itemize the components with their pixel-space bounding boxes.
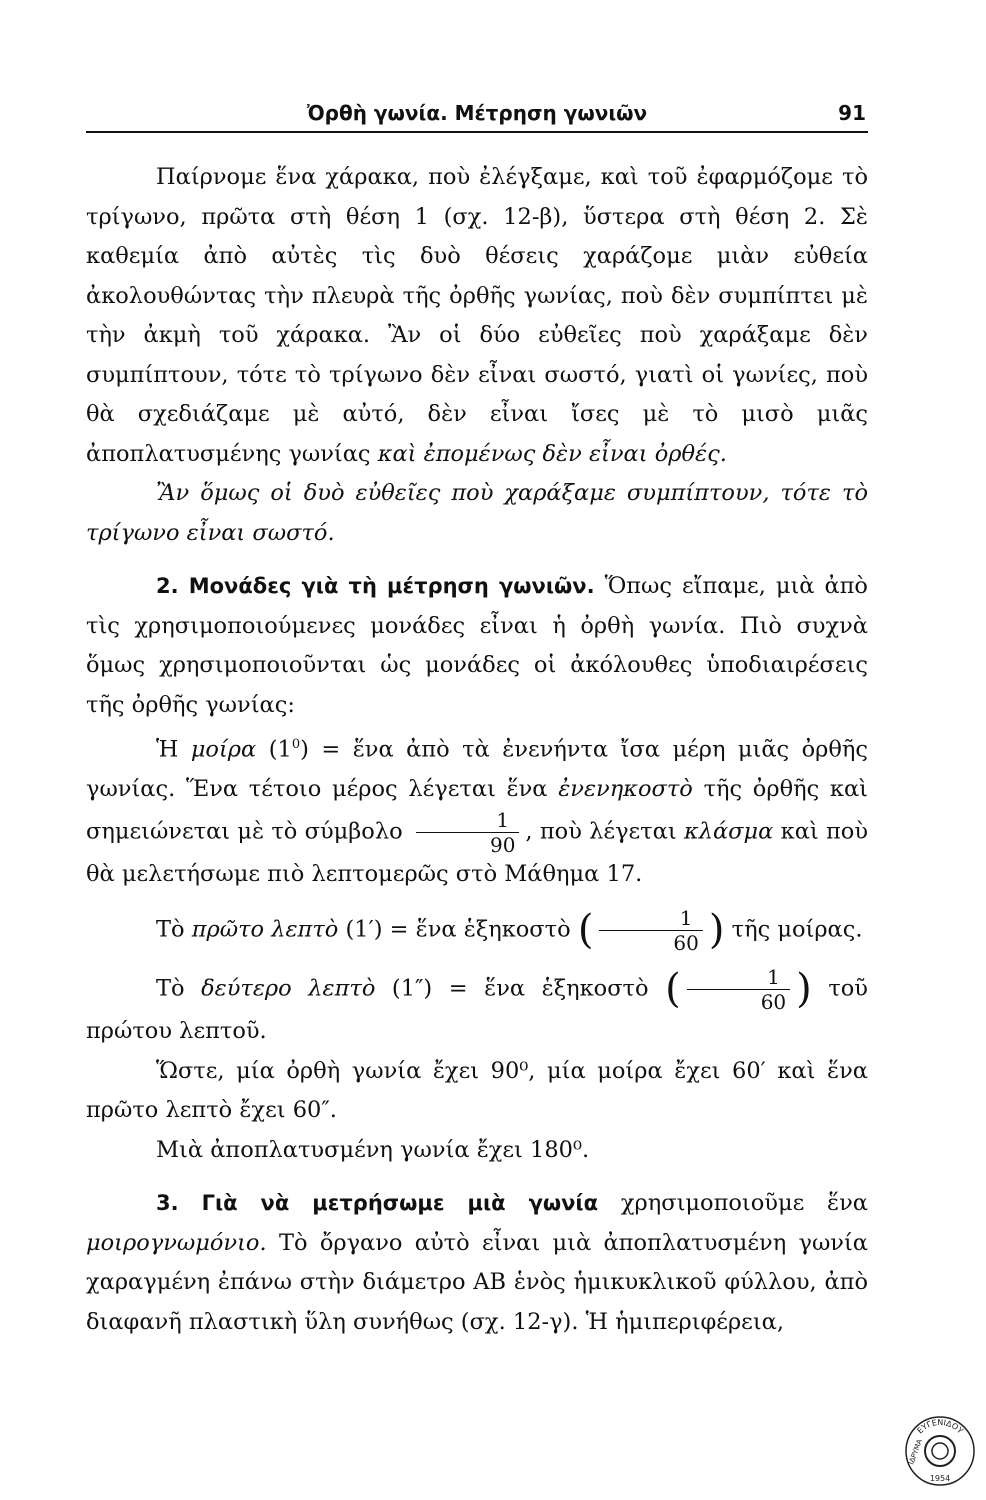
degree-text-4: καὶ ποὺ θὰ μελετήσωμε πιὸ λεπτομερῶς στὸ Μάθημα 17. [86,818,869,887]
degree-text-1: = ἕνα ἀπὸ τὰ ἐνενήντα ἴσα μέρη μιᾶς ὀρθῆς γωνίας. Ἕνα τέτοιο μέρος λέγεται ἕνα [86,736,869,802]
degree-text-2: τῆς ὀρθῆς καὶ σημειώνεται μὲ τὸ σύμβολο [86,776,868,844]
degree-symbol-sup: 0 [291,737,301,752]
section-2-paragraph [86,567,868,725]
page-number: 91 [838,101,866,125]
protractor-term: μοιρογνωμόνιο. [86,1229,267,1256]
paragraph-second-minute [86,967,868,1052]
running-header [86,95,868,133]
seal-inner-ring [925,1436,955,1466]
fraction-denominator: 60 [673,931,699,955]
first-minute-tail: τῆς μοίρας. [731,916,863,943]
page-body [86,158,868,1342]
second-minute-text: = ἕνα ἑξηκοστὸ [448,975,649,1002]
seal-center-mark [932,1443,948,1459]
fraction-term: κλάσμα [683,818,774,844]
left-paren: ( [665,965,681,1012]
paragraph-text: Παίρνομε ἕνα χάρακα, ποὺ ἐλέγξαμε, καὶ τοῦ ἐφαρμόζομε τὸ τρίγωνο, πρῶτα στὴ θέση 1 (σχ. 12-β), ὕστερα στὴ θέση 2. Σὲ καθεμία ἀπὸ αὐτὲς τὶς δυὸ θέσεις χαράζομε μιὰν εὐθεία ἀκολουθώντας τὴν πλευρὰ τῆς ὀρθῆς γωνίας, ποὺ δὲν συμπίπτει μὲ τὴν ἀκμὴ τοῦ χάρακα. Ἂν οἱ δύο εὐθεῖες ποὺ χαράξαμε δὲν συμπίπτουν, τότε τὸ τρίγωνο δὲν εἶναι σωστό, γιατὶ οἱ γωνίες, ποὺ θὰ σχεδιάζαμε μὲ αὐτό, δὲν εἶναι ἴσες μὲ τὸ μισὸ μιᾶς ἀποπλατυσμένης γωνίας [86,164,868,467]
paragraph-correct-case [86,474,868,553]
seal-year: 1954 [929,1474,951,1483]
italic-statement: Ἂν ὅμως οἱ δυὸ εὐθεῖες ποὺ χαράξαμε συμπίπτουν, τότε τὸ τρίγωνο εἶναι σωστό. [86,480,868,546]
paragraph-summary: Ὥστε, μία ὀρθὴ γωνία ἔχει 90⁰, μία μοίρα ἔχει 60′ καὶ ἕνα πρῶτο λεπτὸ ἔχει 60″. [86,1057,868,1123]
fraction-denominator: 60 [760,990,787,1014]
fraction-denominator: 90 [489,832,516,857]
first-minute-text: = ἕνα ἑξηκοστὸ [389,916,571,943]
degree-term: μοίρα [190,736,257,763]
left-paren: ( [577,906,594,953]
fraction-numerator: 1 [599,908,702,931]
first-minute-lead: Τὸ [156,916,185,943]
fraction-numerator: 1 [416,810,519,833]
second-minute-lead: Τὸ [156,975,185,1002]
section-3-text-2: Τὸ ὄργανο αὐτὸ εἶναι μιὰ ἀποπλατυσμένη γωνία χαραγμένη ἐπάνω στὴν διάμετρο ΑΒ ἑνὸς ἡμικυκλικοῦ φύλλου, ἀπὸ διαφανῆ πλαστικὴ ὕλη συνήθως (σχ. 12-γ). Ἡ ἡμιπεριφέρεια, [86,1229,869,1335]
degree-text-3: , ποὺ λέγεται [525,818,677,844]
running-title: Ὀρθὴ γωνία. Μέτρηση γωνιῶν [306,101,648,125]
section-3-paragraph [86,1184,868,1342]
first-minute-symbol: (1′) [345,916,383,943]
fraction-numerator: 1 [687,967,790,990]
right-paren: ) [708,906,725,953]
second-minute-term: δεύτερο λεπτὸ [201,975,376,1002]
degree-symbol: 1 [277,736,292,763]
italic-conclusion: καὶ ἐπομένως δὲν εἶναι ὀρθές. [377,440,727,467]
right-paren: ) [796,965,812,1012]
ninetieth-term: ἐνενηκοστὸ [558,776,693,802]
paragraph-ruler-test [86,158,868,474]
foundation-seal-icon [904,1415,976,1487]
section-2-text: Ὅπως εἴπαμε, μιὰ ἀπὸ τὶς χρησιμοποιούμενες μονάδες εἶναι ἡ ὀρθὴ γωνία. Πιὸ συχνὰ ὅμως χρησιμοποιοῦνται ὡς μονάδες οἱ ἀκόλουθες ὑποδιαιρέσεις τῆς ὀρθῆς γωνίας: [86,573,868,718]
paragraph-degree-definition: Ἡ μοίρα $(1^0)$ = ἕνα ἀπὸ τὰ ἐνενήντα ἴσα μέρη μιᾶς ὀρθῆς γωνίας. Ἕνα τέτοιο μέρος λέγεται ἕνα ἐνενηκοστὸ τῆς ὀρθῆς καὶ σημειώνεται μὲ τὸ σύμβολο $\frac{1}{90}$ , ποὺ λέγεται κλάσμα καὶ ποὺ θὰ μελετήσωμε πιὸ λεπτομερῶς στὸ Μάθημα 17. [86,736,869,887]
section-3-heading: 3. Γιὰ νὰ μετρήσωμε μιὰ γωνία [156,1191,599,1215]
fraction-one-sixtieth [687,967,790,1012]
section-3-text-1: χρησιμοποιοῦμε ἕνα [620,1190,868,1216]
second-minute-tail: τοῦ πρώτου λεπτοῦ. [86,975,868,1044]
paragraph-first-minute [86,908,868,953]
first-minute-term: πρῶτο λεπτὸ [191,916,339,943]
seal-text-top: ΕΥΓΕΝΙΔΟΥ [915,1417,965,1436]
fraction-one-sixtieth [599,908,702,953]
seal-text-left: ΙΔΡΥΜΑ [907,1438,924,1466]
degree-lead: Ἡ [156,736,179,763]
second-minute-symbol: (1″) [391,975,433,1002]
section-2-heading: 2. Μονάδες γιὰ τὴ μέτρηση γωνιῶν. [156,574,595,598]
paragraph-straight-angle: Μιὰ ἀποπλατυσμένη γωνία ἔχει 180⁰. [156,1136,590,1163]
fraction-one-ninetieth [416,807,519,857]
